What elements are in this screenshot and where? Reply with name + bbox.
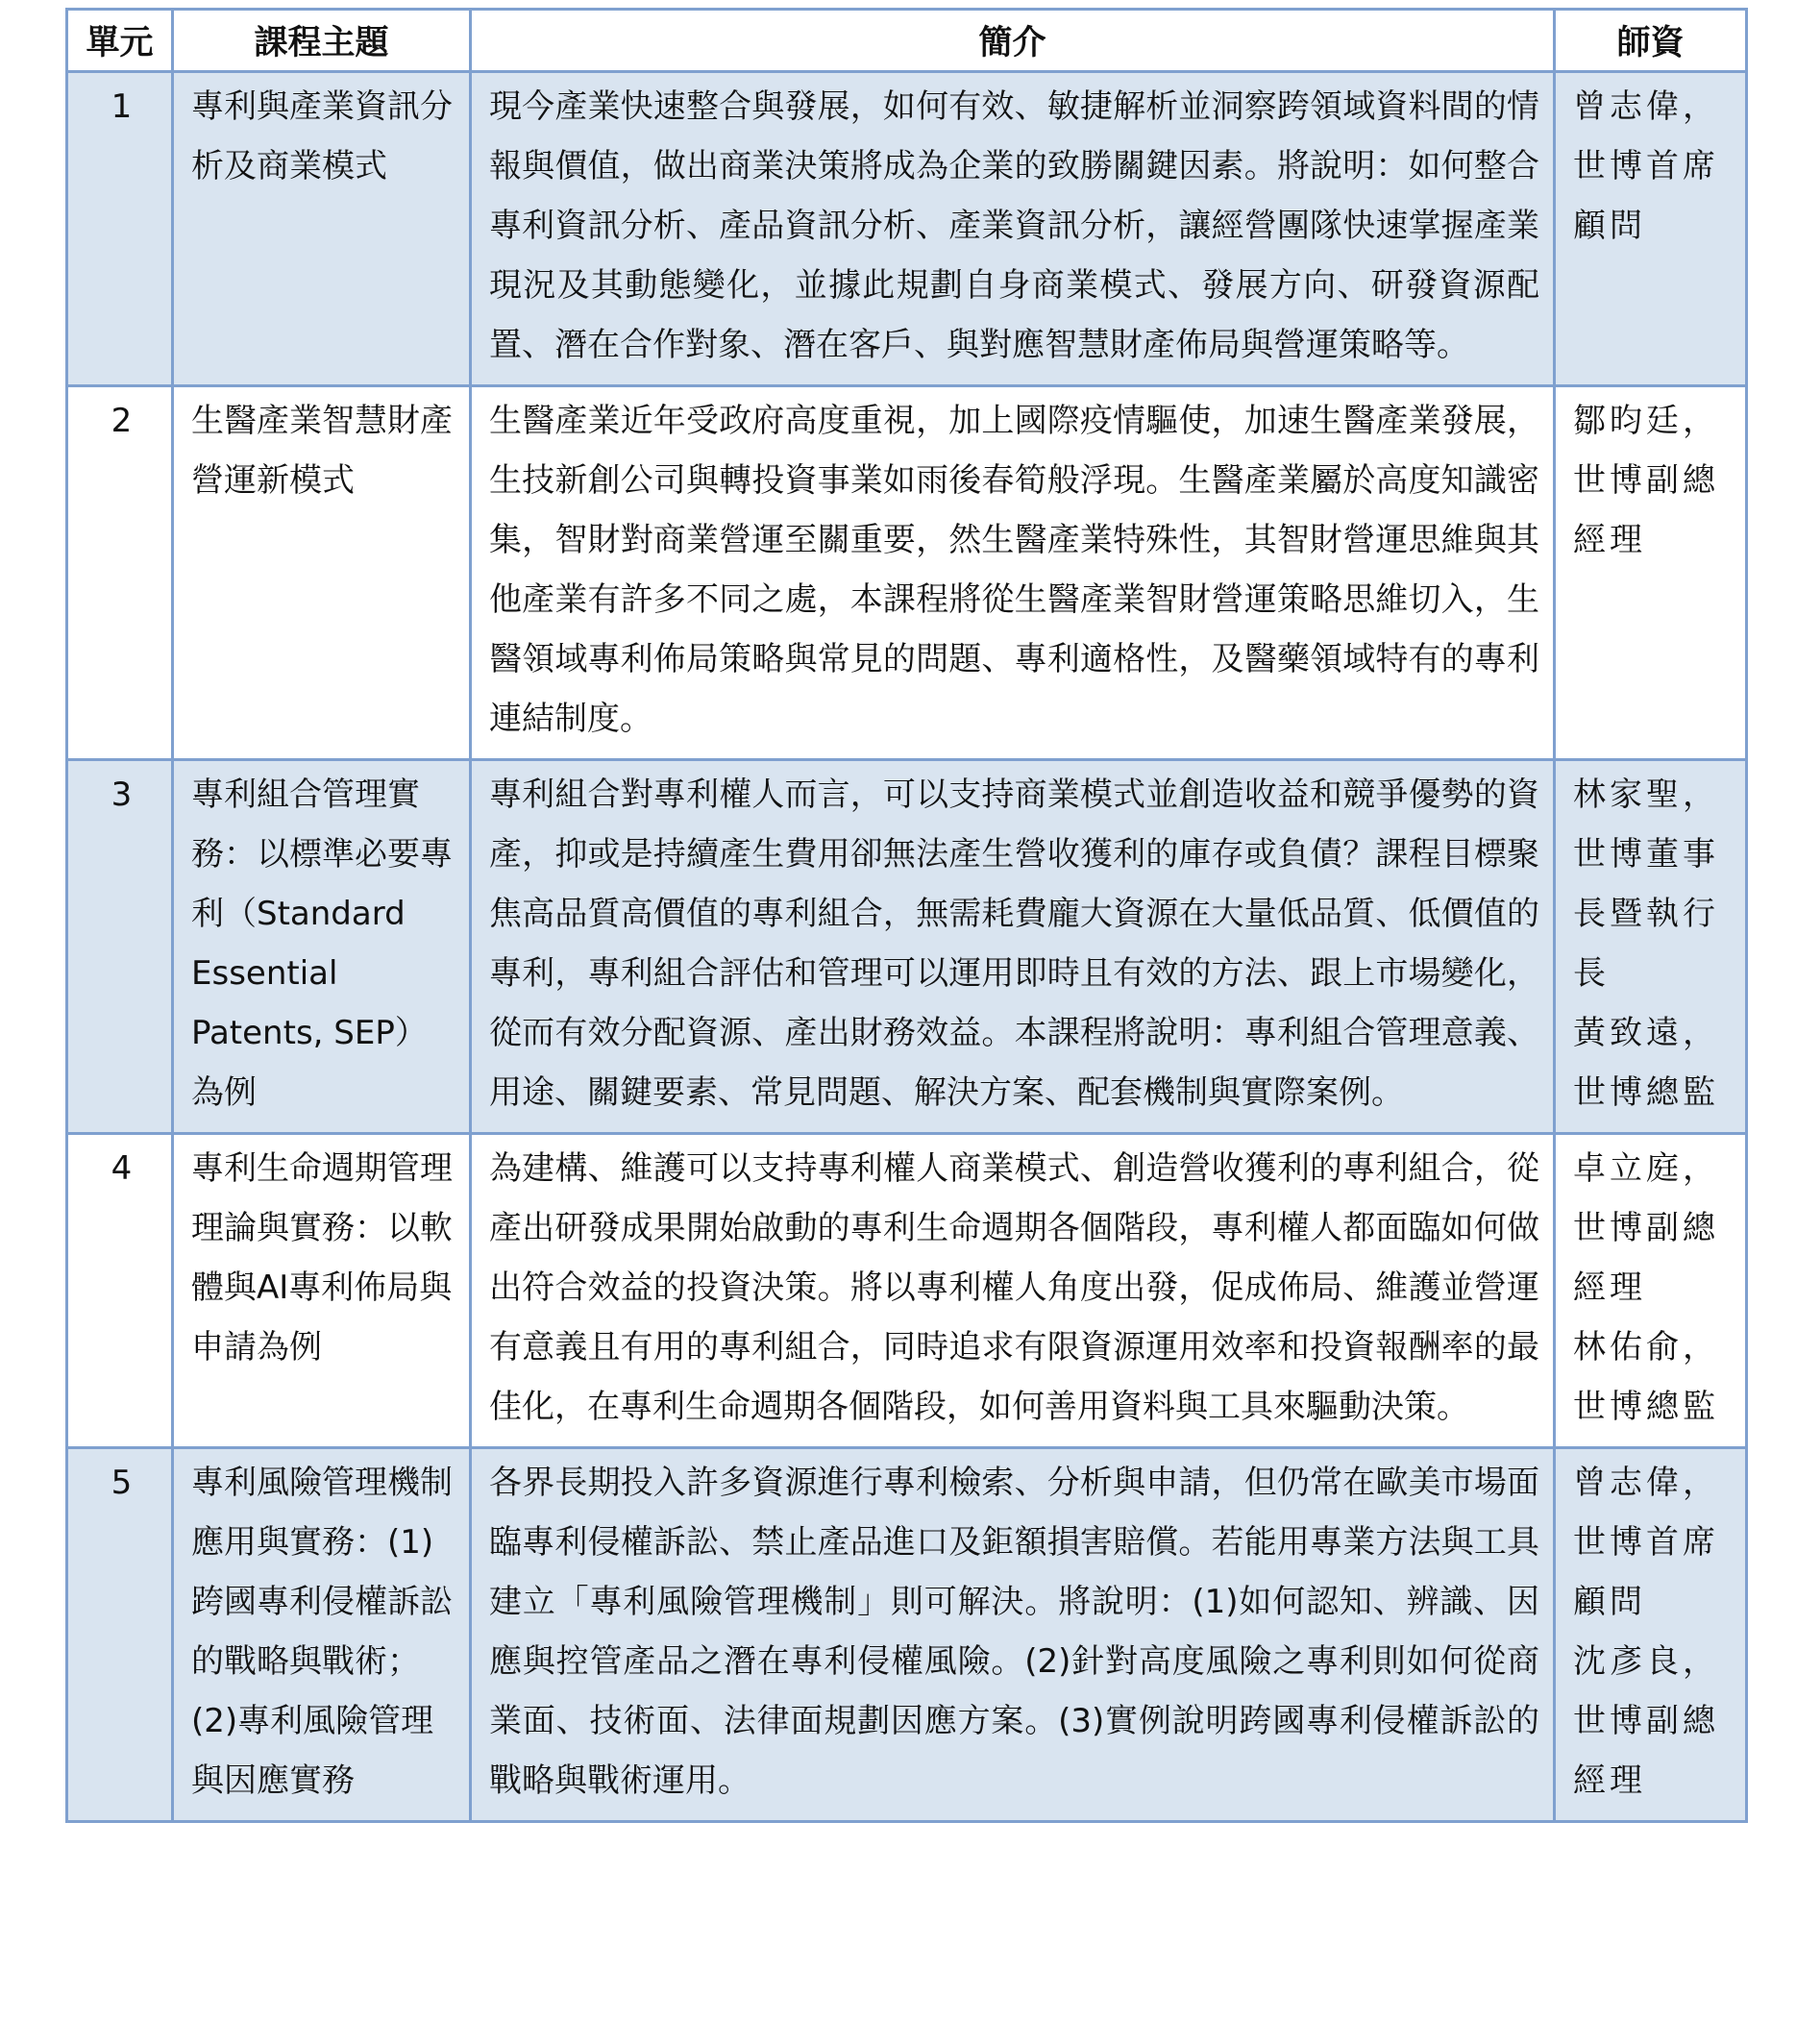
course-teacher	[1555, 1448, 1747, 1822]
course-intro: 生醫產業近年受政府高度重視，加上國際疫情驅使，加速生醫產業發展，生技新創公司與轉投資事業如雨後春筍般浮現。生醫產業屬於高度知識密集，智財對商業營運至關重要，然生醫產業特殊性，其智財營運思維與其他產業有許多不同之處，本課程將從生醫產業智財營運策略思維切入，生醫領域專利佈局策略與常見的問題、專利適格性，及醫藥領域特有的專利連結制度。	[471, 386, 1555, 760]
header-teacher: 師資	[1555, 10, 1747, 72]
course-intro: 現今產業快速整合與發展，如何有效、敏捷解析並洞察跨領域資料間的情報與價值，做出商業決策將成為企業的致勝關鍵因素。將說明：如何整合專利資訊分析、產品資訊分析、產業資訊分析，讓經營團隊快速掌握產業現況及其動態變化，並據此規劃自身商業模式、發展方向、研發資源配置、潛在合作對象、潛在客戶、與對應智慧財產佈局與營運策略等。	[471, 72, 1555, 386]
course-table	[65, 8, 1748, 1823]
unit-number: 1	[67, 72, 173, 386]
course-intro: 為建構、維護可以支持專利權人商業模式、創造營收獲利的專利組合，從產出研發成果開始啟動的專利生命週期各個階段，專利權人都面臨如何做出符合效益的投資決策。將以專利權人角度出發，促成佈局、維護並營運有意義且有用的專利組合，同時追求有限資源運用效率和投資報酬率的最佳化，在專利生命週期各個階段，如何善用資料與工具來驅動決策。	[471, 1134, 1555, 1448]
table-row	[67, 1134, 1747, 1448]
teacher-entry: 曾志偉，世博首席顧問	[1573, 1464, 1719, 1621]
unit-number: 3	[67, 760, 173, 1134]
course-topic: 專利生命週期管理理論與實務：以軟體與AI專利佈局與申請為例	[173, 1134, 471, 1448]
course-table-page	[65, 8, 1745, 1823]
table-row	[67, 1448, 1747, 1822]
table-row	[67, 760, 1747, 1134]
unit-number: 2	[67, 386, 173, 760]
course-teacher	[1555, 386, 1747, 760]
unit-number: 4	[67, 1134, 173, 1448]
header-unit: 單元	[67, 10, 173, 72]
teacher-entry: 林佑俞，世博總監	[1573, 1328, 1719, 1426]
course-intro: 各界長期投入許多資源進行專利檢索、分析與申請，但仍常在歐美市場面臨專利侵權訴訟、禁止產品進口及鉅額損害賠償。若能用專業方法與工具建立「專利風險管理機制」則可解決。將說明：(1)如何認知、辨識、因應與控管產品之潛在專利侵權風險。(2)針對高度風險之專利則如何從商業面、技術面、法律面規劃因應方案。(3)實例說明跨國專利侵權訴訟的戰略與戰術運用。	[471, 1448, 1555, 1822]
header-intro: 簡介	[471, 10, 1555, 72]
teacher-entry: 鄒昀廷，世博副總經理	[1573, 402, 1719, 559]
unit-number: 5	[67, 1448, 173, 1822]
table-row	[67, 386, 1747, 760]
table-header-row	[67, 10, 1747, 72]
course-topic: 專利組合管理實務：以標準必要專利（Standard Essential Patents, SEP）為例	[173, 760, 471, 1134]
teacher-entry: 林家聖，世博董事長暨執行長	[1573, 776, 1719, 993]
teacher-entry: 黃致遠，世博總監	[1573, 1014, 1719, 1112]
course-teacher	[1555, 1134, 1747, 1448]
teacher-entry: 沈彥良，世博副總經理	[1573, 1642, 1719, 1800]
header-topic: 課程主題	[173, 10, 471, 72]
table-row	[67, 72, 1747, 386]
teacher-entry: 卓立庭，世博副總經理	[1573, 1149, 1719, 1307]
teacher-entry: 曾志偉，世博首席顧問	[1573, 87, 1719, 245]
course-topic: 專利與產業資訊分析及商業模式	[173, 72, 471, 386]
course-topic: 專利風險管理機制應用與實務：(1)跨國專利侵權訴訟的戰略與戰術；(2)專利風險管理與因應實務	[173, 1448, 471, 1822]
course-teacher	[1555, 72, 1747, 386]
course-teacher	[1555, 760, 1747, 1134]
course-topic: 生醫產業智慧財產營運新模式	[173, 386, 471, 760]
course-intro: 專利組合對專利權人而言，可以支持商業模式並創造收益和競爭優勢的資產，抑或是持續產生費用卻無法產生營收獲利的庫存或負債？課程目標聚焦高品質高價值的專利組合，無需耗費龐大資源在大量低品質、低價值的專利，專利組合評估和管理可以運用即時且有效的方法、跟上市場變化，從而有效分配資源、產出財務效益。本課程將說明：專利組合管理意義、用途、關鍵要素、常見問題、解決方案、配套機制與實際案例。	[471, 760, 1555, 1134]
